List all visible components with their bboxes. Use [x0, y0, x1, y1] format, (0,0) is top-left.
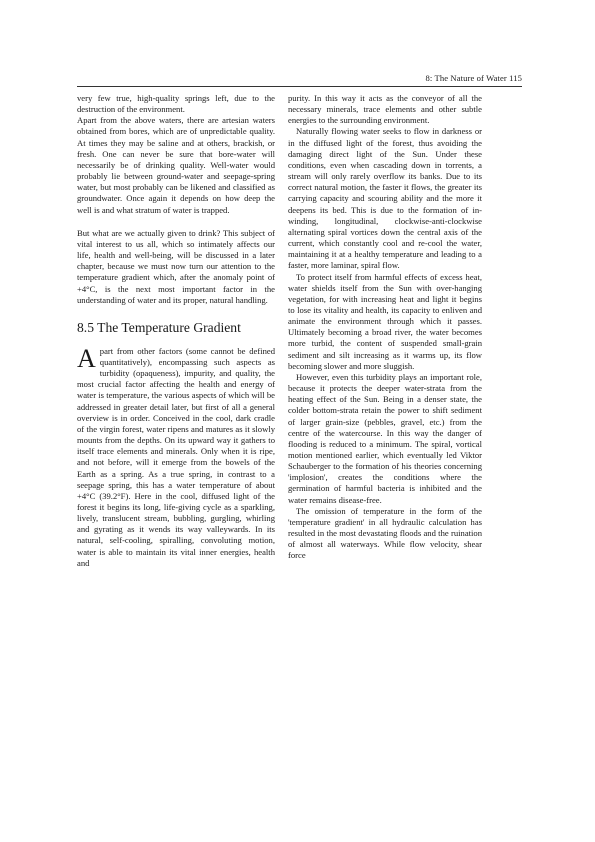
paragraph: However, even this turbidity plays an important role, because it protects the deeper water-strata from the heating effect of the Sun. Being in a denser state, the colder bottom-strata retain the power to shift sediment of larger grain-size (pebbles, gravel, etc.) from the centre of the watercourse. In this way the danger of flooding is reduced to a minimum. The spiral, vortical motion mentioned earlier, which eventually led Viktor Schauberger to the formation of his theories concerning 'implosion', creates the conditions where the germination of harmful bacteria is inhibited and the water remains disease-free. [288, 371, 482, 505]
running-head: 8: The Nature of Water 115 [425, 73, 522, 83]
paragraph: The omission of temperature in the form of the 'temperature gradient' in all hydraulic calculation has resulted in the most devastating floods and the ruination of almost all waterways. While flow velocity, shear force [288, 505, 482, 561]
paragraph: very few true, high-quality springs left, due to the destruction of the environment. [77, 93, 275, 115]
paragraph: Naturally flowing water seeks to flow in darkness or in the diffused light of the forest, thus avoiding the damaging direct light of the Sun. Under these conditions, even when cascading down in torrents, a stream will only rarely overflow its banks. Due to its correct natural motion, the faster it flows, the greater its carrying capacity and scouring ability and the more it deepens its bed. This is due to the formation of in-winding, longitudinal, clockwise-anti-clockwise alternating spiral vortices down the central axis of the current, which constantly cool and re-cool the water, maintaining it at a healthy temperature and leading to a faster, more laminar, spiral flow. [288, 126, 482, 271]
page-header [77, 72, 522, 87]
drop-cap: A [77, 343, 96, 373]
paragraph-text: part from other factors (some cannot be defined quantitatively), encompassing such aspects as turbidity (opaqueness), impurity, and quality, the most crucial factor affecting the health and energy of water is temperature, the various aspects of which will be addressed in greater detail later, but first of all a general overview is in order. Conceived in the cool, dark cradle of the virgin forest, water ripens and matures as it slowly mounts from the depths. On its upward way it gathers to itself trace elements and minerals. Only when it is ripe, and not before, will it emerge from the bowels of the Earth as a spring. As a true spring, in contrast to a seepage spring, this has a water temperature of about +4°C (39.2°F). Here in the cool, diffused light of the forest it begins its long, life-giving cycle as a sparkling, lively, translucent stream, bubbling, gurgling, whirling and gyrating as it wends its way valleywards. In its natural, self-cooling, spiralling, convoluting motion, water is able to maintain its vital inner energies, health and [77, 345, 275, 568]
paragraph: Apart from the above waters, there are artesian waters obtained from bores, which are of unpredictable quality. At times they may be saline and at others, brackish, or fresh. One can never be sure that bore-water will necessarily be of drinking quality. Well-water would probably lie between ground-water and seepage-spring water, but most probably can be likened and classified as groundwater. Once again it depends on how deep the well is and what stratum of water is trapped. [77, 115, 275, 215]
right-column [288, 93, 482, 562]
paragraph: But what are we actually given to drink? This subject of vital interest to us all, which so intimately affects our life, health and well-being, will be discussed in a later chapter, because we must now turn our attention to the temperature gradient which, after the anomaly point of +4°C, is the next most important factor in the understanding of water and its proper, natural handling. [77, 227, 275, 305]
paragraph [77, 343, 275, 569]
section-heading: 8.5 The Temperature Gradient [77, 319, 241, 335]
left-column [77, 93, 275, 569]
paragraph: To protect itself from harmful effects of excess heat, water shields itself from the Sun with over-hanging vegetation, for with increasing heat and light it begins to lose its vitality and health, its capacity to enliven and animate the environment through which it passes. Ultimately becoming a broad river, the water becomes more turbid, the content of suspended small-grain sediment and silt increasing as it warms up, its flow becoming slower and more sluggish. [288, 271, 482, 371]
paragraph: purity. In this way it acts as the conveyor of all the necessary minerals, trace elements and other subtle energies to the surrounding environment. [288, 93, 482, 126]
